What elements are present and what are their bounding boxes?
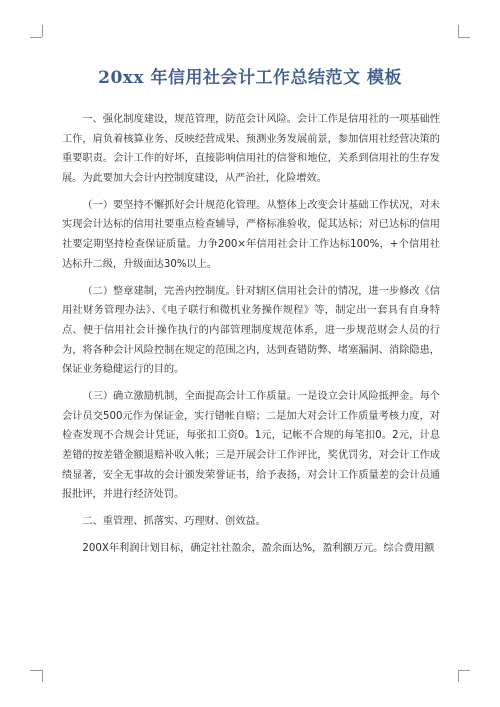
paragraph-subsection-2: （二）整章建制，完善内控制度。针对辖区信用社会计的情况，进一步修改《信用社财务管理办法》、《电子联行和微机业务操作规程》等，制定出一套具有自身特点、便于信用社会计操作执行的内部管理制度规范体系，进一步规范财会人员的行为，将各种会计风险控制在规定的范围之内，达到查错防弊、堵塞漏洞、消除隐患，保证业务稳健运行的目的。 [62,285,440,376]
paragraph-section-1: 一、强化制度建设，规范管理，防范会计风险。会计工作是信用社的一项基础性工作，肩负着核算业务、反映经营成果、预测业务发展前景，参加信用社经营决策的重要职责。会计工作的好坏，直接影响信用社的信誉和地位，关系到信用社的生存发展。为此要加大会计内控制度建设，从严治社，化险增效。 [62,114,440,184]
document-title: 20xx 年信用社会计工作总结范文 模板 [98,68,402,88]
paragraph-section-2: 二、重管理、抓落实、巧理财、创效益。 [82,516,266,528]
paragraph-subsection-1: （一）要坚持不懈抓好会计规范化管理。从整体上改变会计基础工作状况，对未实现会计达标的信用社要重点检查辅导，严格标准验收，促其达标；对已达标的信用社要定期坚持检查保证质量。力争200×年信用社会计工作达标100%，+个信用社达标升二级，升级面达30%以上。 [62,199,440,270]
paragraph-subsection-3: （三）确立激励机制，全面提高会计工作质量。一是设立会计风险抵押金。每个会计员交500元作为保证金，实行错帐自赔；二是加大对会计工作质量考核力度，对检查发现不合规会计凭证，每张扣工资0。1元，记帐不合规的每笔扣0。2元，计息差错的按差错金额退赔补收入帐；三是开展会计工作评比，奖优罚劣，对会计工作成绩显著，安全无事故的会计颁发荣誉证书，给予表扬，对会计工作质量差的会计员通报批评，并进行经济处罚。 [62,391,440,501]
paragraph-profit-plan: 200X年利润计划目标，确定社社盈余，盈余面达%，盈利额万元。综合费用额 [82,543,435,555]
document-body [62,110,440,566]
